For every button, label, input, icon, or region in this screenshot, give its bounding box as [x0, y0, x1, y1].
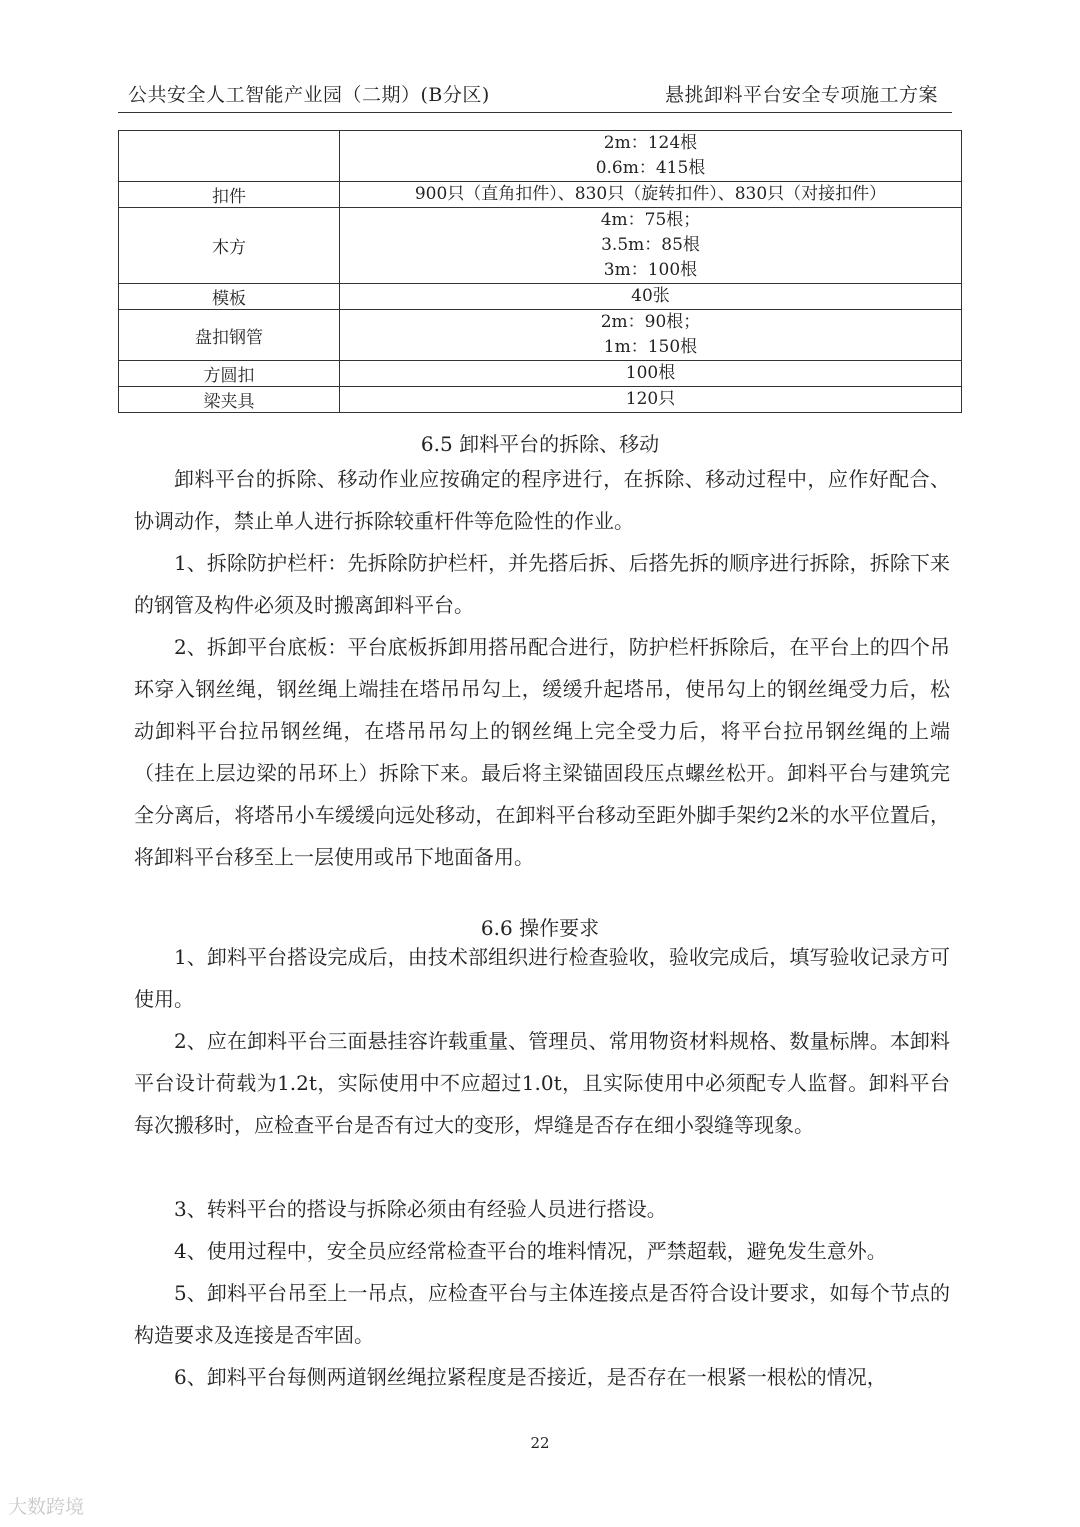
header-document-title: 悬挑卸料平台安全专项施工方案 — [664, 84, 938, 106]
material-name-cell: 木方 — [119, 208, 340, 284]
table-row — [119, 310, 962, 361]
quantity-line: 1m：150根 — [603, 337, 698, 357]
material-name-cell: 模板 — [119, 284, 340, 310]
section-6-6-title: 6.6 操作要求 — [480, 916, 600, 940]
page-header — [118, 80, 952, 113]
table-row — [119, 208, 962, 284]
quantity-line: 900只（直角扣件）、830只（旋转扣件）、830只（对接扣件） — [414, 184, 887, 204]
quantity-line: 0.6m：415根 — [595, 158, 706, 178]
quantity-line: 4m：75根； — [600, 210, 701, 230]
section-6-6-item-5: 5、卸料平台吊至上一吊点，应检查平台与主体连接点是否符合设计要求，如每个节点的构造要求及连接是否牢固。 — [134, 1281, 950, 1347]
quantity-line: 100根 — [625, 363, 676, 383]
table-row — [119, 387, 962, 413]
section-6-5-item-1: 1、拆除防护栏杆：先拆除防护栏杆，并先搭后拆、后搭先拆的顺序进行拆除，拆除下来的钢管及构件必须及时搬离卸料平台。 — [134, 551, 950, 617]
table-row — [119, 361, 962, 387]
material-name-cell — [119, 131, 340, 182]
material-quantity-cell — [340, 387, 962, 413]
section-6-6-item-2: 2、应在卸料平台三面悬挂容许载重量、管理员、常用物资材料规格、数量标牌。本卸料平台设计荷载为1.2t，实际使用中不应超过1.0t，且实际使用中必须配专人监督。卸料平台每次搬移时，应检查平台是否有过大的变形，焊缝是否存在细小裂缝等现象。 — [134, 1029, 950, 1137]
section-6-5-title: 6.5 卸料平台的拆除、移动 — [420, 432, 660, 456]
material-quantity-cell — [340, 310, 962, 361]
table-row — [119, 131, 962, 182]
material-quantity-cell — [340, 182, 962, 208]
material-name-cell: 盘扣钢管 — [119, 310, 340, 361]
watermark: 大数跨境 — [8, 1496, 85, 1518]
material-name-cell: 方圆扣 — [119, 361, 340, 387]
quantity-line: 3.5m：85根 — [601, 235, 700, 255]
material-quantity-cell — [340, 361, 962, 387]
quantity-line: 40张 — [631, 286, 670, 306]
section-6-6-item-6: 6、卸料平台每侧两道钢丝绳拉紧程度是否接近，是否存在一根紧一根松的情况， — [174, 1365, 887, 1389]
section-6-6-item-4: 4、使用过程中，安全员应经常检查平台的堆料情况，严禁超载，避免发生意外。 — [174, 1239, 887, 1263]
material-name-cell: 梁夹具 — [119, 387, 340, 413]
table-row — [119, 284, 962, 310]
table-row — [119, 182, 962, 208]
section-6-6-item-1: 1、卸料平台搭设完成后，由技术部组织进行检查验收，验收完成后，填写验收记录方可使用。 — [134, 945, 950, 1011]
quantity-line: 2m：124根 — [603, 133, 698, 153]
quantity-line: 2m：90根； — [600, 312, 701, 332]
material-quantity-cell — [340, 131, 962, 182]
section-6-5-item-2: 2、拆卸平台底板：平台底板拆卸用搭吊配合进行，防护栏杆拆除后，在平台上的四个吊环穿入钢丝绳，钢丝绳上端挂在塔吊吊勾上，缓缓升起塔吊，使吊勾上的钢丝绳受力后，松动卸料平台拉吊钢丝绳，在塔吊吊勾上的钢丝绳上完全受力后，将平台拉吊钢丝绳的上端（挂在上层边梁的吊环上）拆除下来。最后将主梁锚固段压点螺丝松开。卸料平台与建筑完全分离后，将塔吊小车缓缓向远处移动，在卸料平台移动至距外脚手架约2米的水平位置后，将卸料平台移至上一层使用或吊下地面备用。 — [134, 635, 950, 869]
materials-table — [118, 130, 962, 413]
material-quantity-cell — [340, 208, 962, 284]
material-quantity-cell — [340, 284, 962, 310]
section-6-6-item-3: 3、转料平台的搭设与拆除必须由有经验人员进行搭设。 — [174, 1197, 667, 1221]
material-name-cell: 扣件 — [119, 182, 340, 208]
quantity-line: 3m：100根 — [603, 260, 698, 280]
section-6-5-intro-paragraph: 卸料平台的拆除、移动作业应按确定的程序进行，在拆除、移动过程中，应作好配合、协调动作，禁止单人进行拆除较重杆件等危险性的作业。 — [134, 467, 950, 533]
page-number: 22 — [530, 1434, 550, 1452]
quantity-line: 120只 — [625, 389, 676, 409]
header-project-name: 公共安全人工智能产业园（二期）(B分区) — [128, 84, 490, 106]
